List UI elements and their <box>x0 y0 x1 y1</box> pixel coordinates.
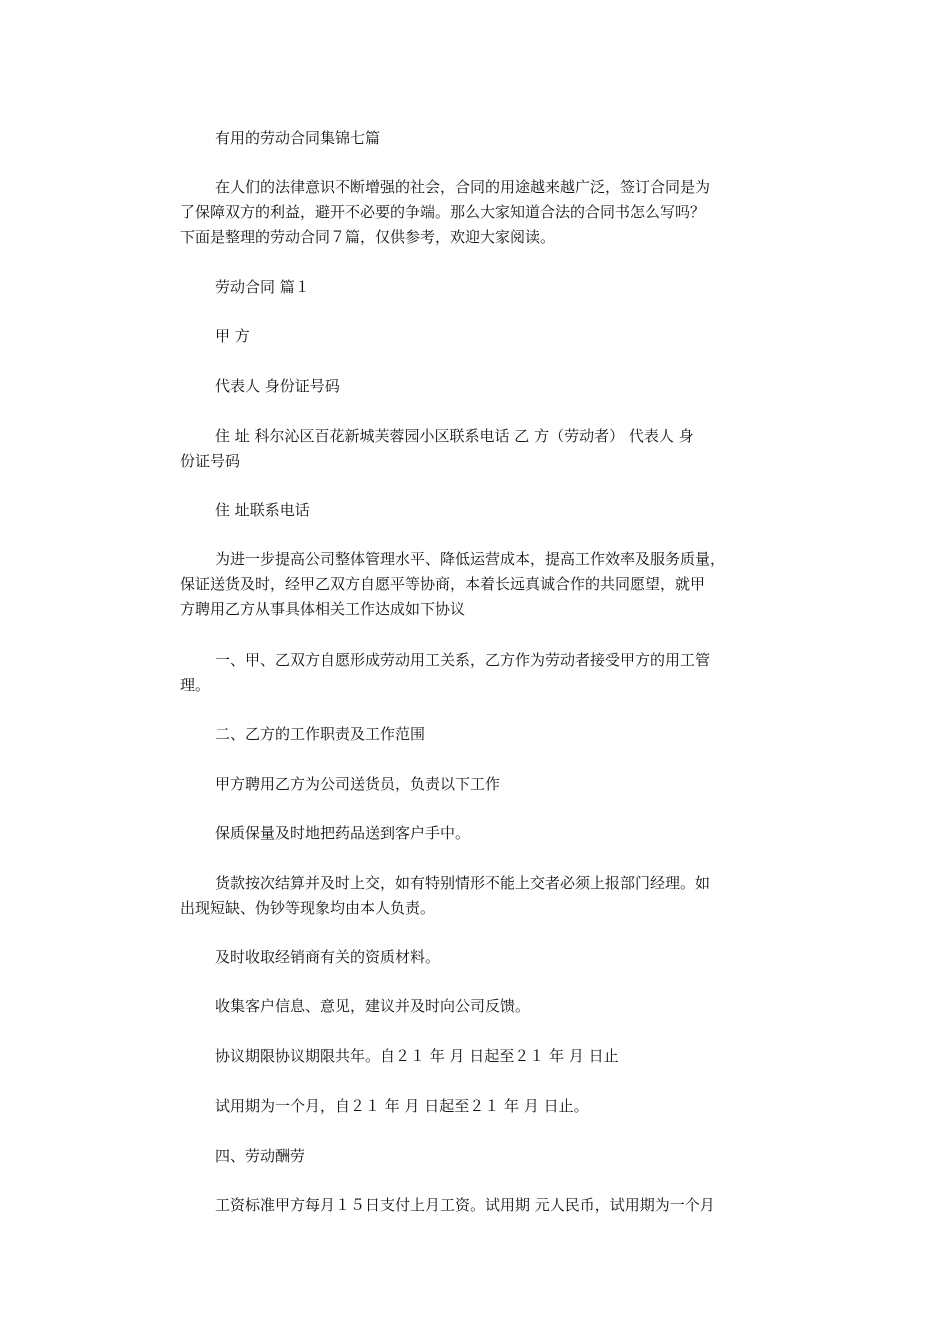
text-line: 一、甲、乙双方自愿形成劳动用工关系，乙方作为劳动者接受甲方的用工管 <box>215 651 711 669</box>
text-line: 理。 <box>180 676 211 694</box>
text-line: 货款按次结算并及时上交，如有特别情形不能上交者必须上报部门经理。如 <box>215 874 711 892</box>
agreement-term <box>180 1044 780 1069</box>
text-line: 代表人 身份证号码 <box>215 377 340 395</box>
paragraph-purpose <box>180 547 780 622</box>
document-title <box>180 126 780 151</box>
clause-four-heading <box>180 1144 780 1169</box>
duty-intro <box>180 772 780 797</box>
duty-item <box>180 871 780 921</box>
text-line: 住 址联系电话 <box>215 501 310 519</box>
salary-line <box>180 1193 780 1218</box>
clause-two-heading <box>180 722 780 747</box>
duty-item <box>180 821 780 846</box>
text-line: 为进一步提高公司整体管理水平、降低运营成本，提高工作效率及服务质量， <box>215 550 726 568</box>
text-line: 收集客户信息、意见，建议并及时向公司反馈。 <box>215 997 531 1015</box>
text-line: 份证号码 <box>180 452 241 470</box>
clause-one <box>180 648 780 698</box>
text-line: 出现短缺、伪钞等现象均由本人负责。 <box>180 899 436 917</box>
text-line: 甲 方 <box>215 327 250 345</box>
text-line: 保质保量及时地把药品送到客户手中。 <box>215 824 471 842</box>
duty-item <box>180 945 780 970</box>
section-heading <box>180 275 780 300</box>
party-a-label <box>180 324 780 349</box>
paragraph-intro <box>180 175 780 250</box>
text-line: 有用的劳动合同集锦七篇 <box>215 129 381 147</box>
text-line: 了保障双方的利益，避开不必要的争端。那么大家知道合法的合同书怎么写吗？ <box>180 203 706 221</box>
text-line: 协议期限协议期限共年。自２１ 年 月 日起至２１ 年 月 日止 <box>215 1047 619 1065</box>
text-line: 甲方聘用乙方为公司送货员，负责以下工作 <box>215 775 501 793</box>
address-phone-line <box>180 498 780 523</box>
text-line: 四、劳动酬劳 <box>215 1147 306 1165</box>
text-line: 住 址 科尔沁区百花新城芙蓉园小区联系电话 乙 方（劳动者） 代表人 身 <box>215 427 694 445</box>
text-line: 在人们的法律意识不断增强的社会，合同的用途越来越广泛，签订合同是为 <box>215 178 711 196</box>
duty-item <box>180 994 780 1019</box>
text-line: 保证送货及时，经甲乙双方自愿平等协商，本着长远真诚合作的共同愿望，就甲 <box>180 575 706 593</box>
text-line: 下面是整理的劳动合同７篇，仅供参考，欢迎大家阅读。 <box>180 228 556 246</box>
text-line: 二、乙方的工作职责及工作范围 <box>215 725 426 743</box>
text-line: 方聘用乙方从事具体相关工作达成如下协议 <box>180 600 466 618</box>
probation-term <box>180 1094 780 1119</box>
text-line: 试用期为一个月，自２１ 年 月 日起至２１ 年 月 日止。 <box>215 1097 589 1115</box>
text-line: 及时收取经销商有关的资质材料。 <box>215 948 441 966</box>
address-line <box>180 424 780 474</box>
text-line: 劳动合同 篇１ <box>215 278 310 296</box>
text-line: 工资标准甲方每月１５日支付上月工资。试用期 元人民币，试用期为一个月 <box>215 1196 715 1214</box>
representative-line <box>180 374 780 399</box>
